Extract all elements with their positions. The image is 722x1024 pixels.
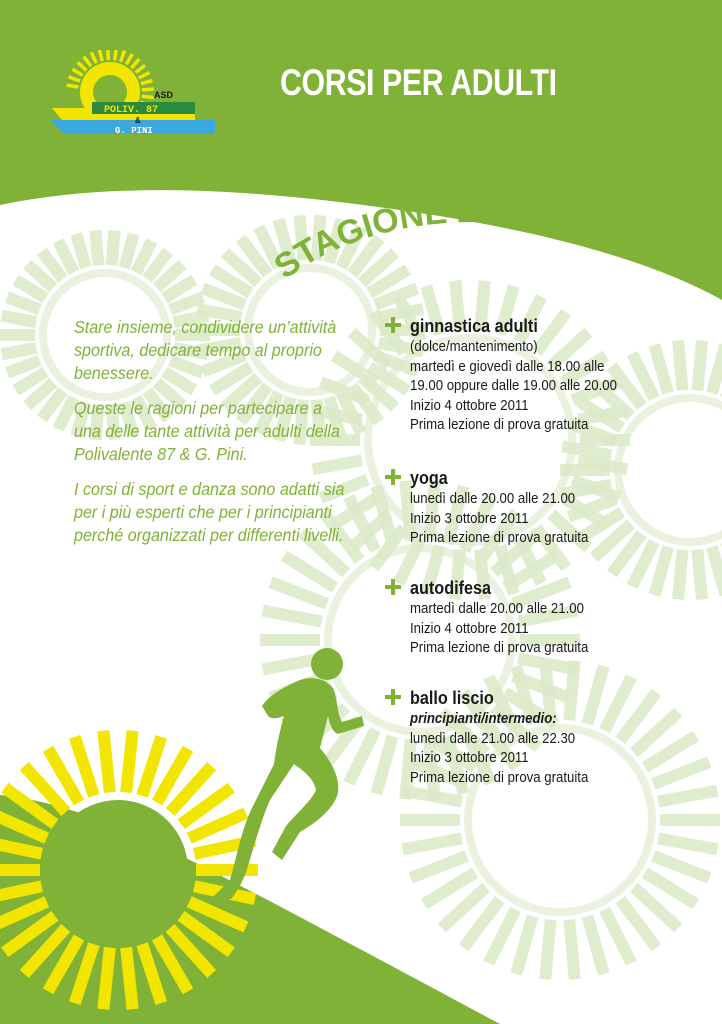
course-detail: Prima lezione di prova gratuita xyxy=(410,529,589,546)
course-detail: lunedì dalle 21.00 alle 22.30 xyxy=(410,729,576,747)
intro-paragraph: Stare insieme, condividere un’attività sportiva, dedicare tempo al proprio benessere. xyxy=(74,317,337,383)
course-detail: Inizio 3 ottobre 2011 xyxy=(410,509,529,527)
course-name: ginnastica adulti xyxy=(410,316,538,336)
course-name: yoga xyxy=(410,468,448,488)
plus-icon xyxy=(385,579,401,595)
course-ballo-liscio xyxy=(385,688,705,787)
logo-asd: ASD xyxy=(154,90,174,100)
course-detail: martedì e giovedì dalle 18.00 alle xyxy=(410,357,605,375)
logo-line2: G. PINI xyxy=(115,126,153,136)
course-name: ballo liscio xyxy=(410,688,494,708)
course-detail: Prima lezione di prova gratuita xyxy=(410,416,589,433)
course-name: autodifesa xyxy=(410,578,492,598)
course-level: principianti/intermedio: xyxy=(410,710,557,727)
course-ginnastica xyxy=(385,316,705,435)
course-detail: Inizio 4 ottobre 2011 xyxy=(410,396,529,414)
course-detail: Inizio 3 ottobre 2011 xyxy=(410,749,529,766)
course-detail: martedì dalle 20.00 alle 21.00 xyxy=(410,600,584,617)
plus-icon xyxy=(385,317,401,333)
logo-line1: POLIV. 87 xyxy=(104,105,159,116)
logo-amp: & xyxy=(135,116,141,125)
svg-text:STAGIONE 2011-2012: STAGIONE 2011-2012 xyxy=(267,192,627,287)
course-detail: lunedì dalle 20.00 alle 21.00 xyxy=(410,490,576,507)
course-detail: Inizio 4 ottobre 2011 xyxy=(410,619,529,637)
plus-icon xyxy=(385,469,401,485)
course-detail: 19.00 oppure dalle 19.00 alle 20.00 xyxy=(410,377,617,394)
course-detail: (dolce/mantenimento) xyxy=(410,338,538,355)
intro-paragraph: Queste le ragioni per partecipare a una delle tante attività per adulti della Polivalente 87 & G. Pini. xyxy=(74,398,340,464)
page-title: CORSI PER ADULTI xyxy=(280,62,557,103)
plus-icon xyxy=(385,689,401,705)
intro-paragraph: I corsi di sport e danza sono adatti sia per i più esperti che per i principianti perché organizzati per differenti livelli. xyxy=(74,479,345,545)
course-detail: Prima lezione di prova gratuita xyxy=(410,639,589,656)
course-detail: Prima lezione di prova gratuita xyxy=(410,768,589,786)
intro-text xyxy=(74,316,350,559)
course-yoga xyxy=(385,468,705,548)
season-heading xyxy=(0,0,722,330)
course-autodifesa xyxy=(385,578,705,658)
